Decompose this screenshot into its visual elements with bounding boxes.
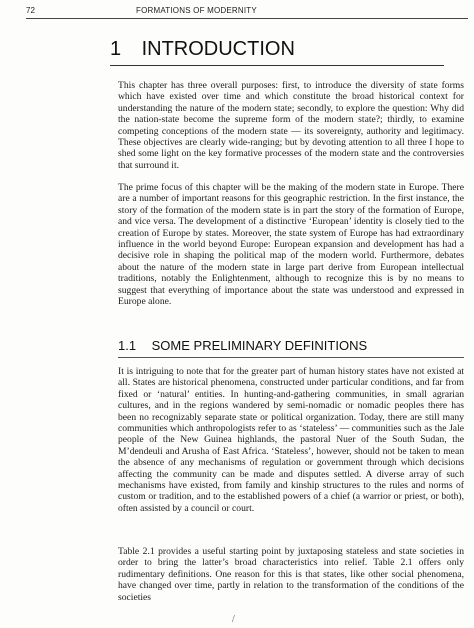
section-number: 1.1 [118,338,137,353]
section-paragraph-1: It is intriguing to note that for the greater part of human history states have not existed at all. States are historical phenomena, constructed under particular conditions, and far from fixed or ‘natural’ entities. In hunting-and-gathering communities, in small agrarian cultures, and in the regions wandered by semi-nomadic or nomadic peoples there has been no recognizably separate state or political organization. Today, there are still many communities which anthropologists refer to as ‘stateless’ — communities such as the Jale people of the New Guinea highlands, the pastoral Nuer of the South Sudan, the M’dendeuli and Arusha of East Africa. ‘Stateless’, however, should not be taken to mean the absence of any mechanisms of regulation or government through which decisions affecting the community can be made and disputes settled. A diverse array of such mechanisms have existed, from family and kinship structures to the rules and norms of custom or tradition, and to the established powers of a chief (a warrior or priest, or both), often assisted by a council or court. [118,366,464,514]
intro-paragraph-1: This chapter has three overall purposes: first, to introduce the diversity of state forms which have existed over time and which constitute the broad historical context for understanding the nature of the modern state; secondly, to explore the question: Why did the nation-state become the supreme form of the modern state?; thirdly, to examine competing conceptions of the modern state — its sovereignty, authority and legitimacy. These objectives are clearly wide-ranging; but by devoting attention to all three I hope to shed some light on the key formative processes of the modern state and the controversies that surround it. [118,80,464,171]
section-rule [118,357,464,358]
section-title: SOME PRELIMINARY DEFINITIONS [151,338,368,353]
section-heading [118,338,464,358]
running-title: FORMATIONS OF MODERNITY [136,6,257,15]
chapter-rule [110,65,444,66]
chapter-title: INTRODUCTION [141,38,295,60]
chapter-heading [110,38,444,66]
intro-paragraph-2: The prime focus of this chapter will be the making of the modern state in Europe. There are a number of important reasons for this geographic restriction. In the first instance, the story of the formation of the modern state is in part the story of the formation of Europe, and vice versa. The development of a distinctive ‘European’ identity is closely tied to the creation of Europe by states. Moreover, the state system of Europe has had extraordinary influence in the world beyond Europe: European expansion and development has had a decisive role in shaping the political map of the modern world. Furthermore, debates about the nature of the modern state in large part derive from European intellectual traditions, notably the Enlightenment, although to recognize this is by no means to suggest that everything of importance about the state was understood and expressed in Europe alone. [118,182,464,308]
handwritten-mark: / [232,614,235,625]
header-rule [26,18,468,19]
running-header [26,6,468,18]
page-number: 72 [26,6,35,15]
chapter-number: 1 [110,38,122,60]
section-paragraph-2: Table 2.1 provides a useful starting point by juxtaposing stateless and state societies in order to bring the latter’s broad characteristics into relief. Table 2.1 offers only rudimentary definitions. One reason for this is that states, like other social phenomena, have changed over time, partly in relation to the transformation of the conditions of the societies [118,546,464,603]
